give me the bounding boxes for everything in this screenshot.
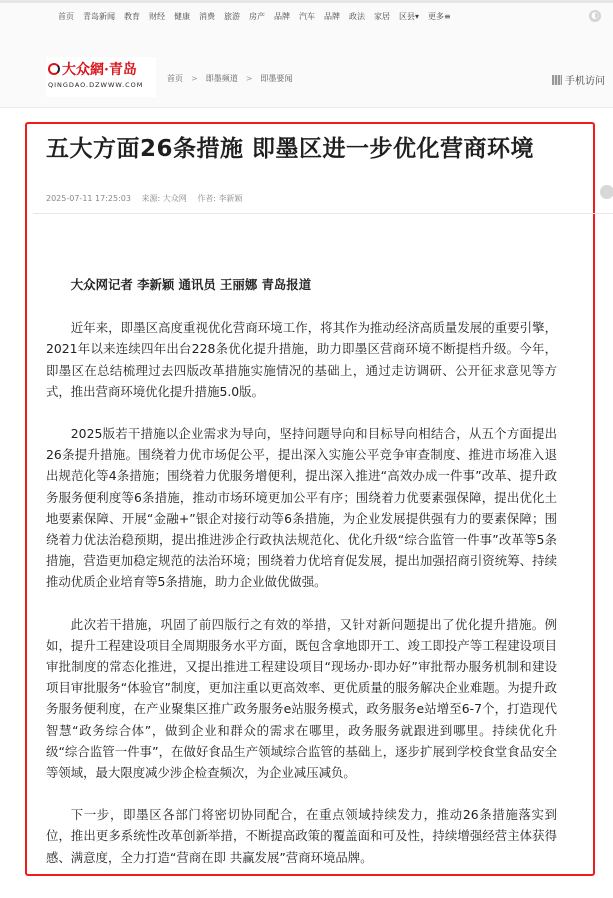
breadcrumb-home[interactable]: 首页 [167,74,183,83]
nav-item-brand[interactable]: 品牌 [274,12,290,21]
mobile-access-link[interactable] [552,72,605,87]
nav-item-realestate[interactable]: 房产 [249,12,265,21]
article-author: 作者: 李新颖 [197,194,243,203]
chevron-right-icon: > [191,74,198,83]
article-paragraph: 2025版若干措施以企业需求为导向，坚持问题导向和目标导向相结合，从五个方面提出26条提升措施。围绕着力优市场促公平，提出深入实施公平竞争审查制度、推进市场准入退出规范化等4条措施；围绕着力优服务增便利，提出深入推进“高效办成一件事”改革、提升政务服务便利度等6条措施，推动市场环境更加公平有序；围绕着力优要素强保障，提出优化土地要素保障、开展“金融+”银企对接行动等6条措施，为企业发展提供强有力的要素保障；围绕着力优法治稳预期，提出推进涉企行政执法规范化、优化升级“综合监管一件事”改革等5条措施，营造更加稳定规范的法治环境；围绕着力优培育促发展，提出加强招商引资统筹、持续推动优质企业培育等5条措施，助力企业做优做强。 [46,426,557,590]
nav-item-travel[interactable]: 旅游 [224,12,240,21]
nav-item-home[interactable]: 首页 [58,12,74,21]
article-meta [46,193,251,204]
article-body [46,274,557,889]
site-logo[interactable] [46,57,156,97]
article-paragraph: 此次若干措施，巩固了前四版行之有效的举措，又针对新问题提出了优化提升措施。例如，提升工程建设项目全周期服务水平方面，既包含拿地即开工、竣工即投产等工程建设项目审批制度的常态化推进，又提出推进工程建设项目“现场办·即办好”审批帮办服务机制和建设项目审批服务“体验官”制度，更加注重以更高效率、更优质量的服务解决企业难题。为提升政务服务便利度，在产业聚集区推广政务服务e站服务模式，政务服务e站增至6-7个，打造现代智慧“政务综合体”，做到企业和群众的需求在哪里，政务服务就跟进到哪里。持续优化升级“综合监管一件事”，在做好食品生产领域综合监管的基础上，逐步扩展到学校食堂食品安全等领域，最大限度减少涉企检查频次，为企业减压减负。 [46,616,557,781]
nav-item-brand-2[interactable]: 品牌 [324,12,340,21]
meta-divider [33,213,613,214]
logo-domain: QINGDAO.DZWWW.COM [48,81,144,89]
nav-item-education[interactable]: 教育 [124,12,140,21]
article-source: 来源: 大众网 [141,194,187,203]
article-datetime: 2025-07-11 17:25:03 [46,194,131,203]
nav-item-consumer[interactable]: 消费 [199,12,215,21]
breadcrumb [167,73,292,84]
nav-item-health[interactable]: 健康 [174,12,190,21]
breadcrumb-jimo-news[interactable]: 即墨要闻 [260,74,293,83]
nav-item-finance[interactable]: 财经 [149,12,165,21]
nav-item-law[interactable]: 政法 [349,12,365,21]
nav-item-auto[interactable]: 汽车 [299,12,315,21]
article-paragraph: 近年来，即墨区高度重视优化营商环境工作，将其作为推动经济高质量发展的重要引擎，2021年以来连续四年出台228条优化提升措施，助力即墨区营商环境不断提档升级。今年，即墨区在总结梳理过去四版改革措施实施情况的基础上，通过走访调研、公开征求意见等方式，推出营商环境优化提升措施5.0版。 [46,320,557,399]
article-paragraph: 下一步，即墨区各部门将密切协同配合，在重点领域持续发力，推动26条措施落实到位，推出更多系统性改革创新举措，不断提高政策的覆盖面和可及性，持续增强经营主体获得感、满意度，全力打造“营商在即 共赢发展”营商环境品牌。 [46,807,557,865]
article-title: 五大方面26条措施 即墨区进一步优化营商环境 [46,136,535,162]
flame-logo-icon [48,63,60,75]
chevron-right-icon: > [245,74,253,83]
breadcrumb-jimo-channel[interactable]: 即墨频道 [205,74,238,83]
site-header [0,35,613,108]
nav-item-districts-dropdown[interactable]: 区县▾ [399,12,420,21]
top-nav-bar [0,0,613,35]
article-byline: 大众网记者 李新颖 通讯员 王丽娜 青岛报道 [70,277,312,292]
share-circle-icon[interactable] [600,185,613,199]
top-nav-items [58,11,460,22]
nav-item-qingdao-news[interactable]: 青岛新闻 [83,12,115,21]
logo-wordmark: 大众網·青岛 [48,59,137,79]
mobile-access-label: 手机访问 [565,76,605,87]
user-circle-icon[interactable]: ◐ [589,10,601,22]
qr-code-icon [552,75,562,85]
nav-item-home-living[interactable]: 家居 [374,12,390,21]
nav-item-more-menu[interactable]: 更多≡ [428,12,451,21]
